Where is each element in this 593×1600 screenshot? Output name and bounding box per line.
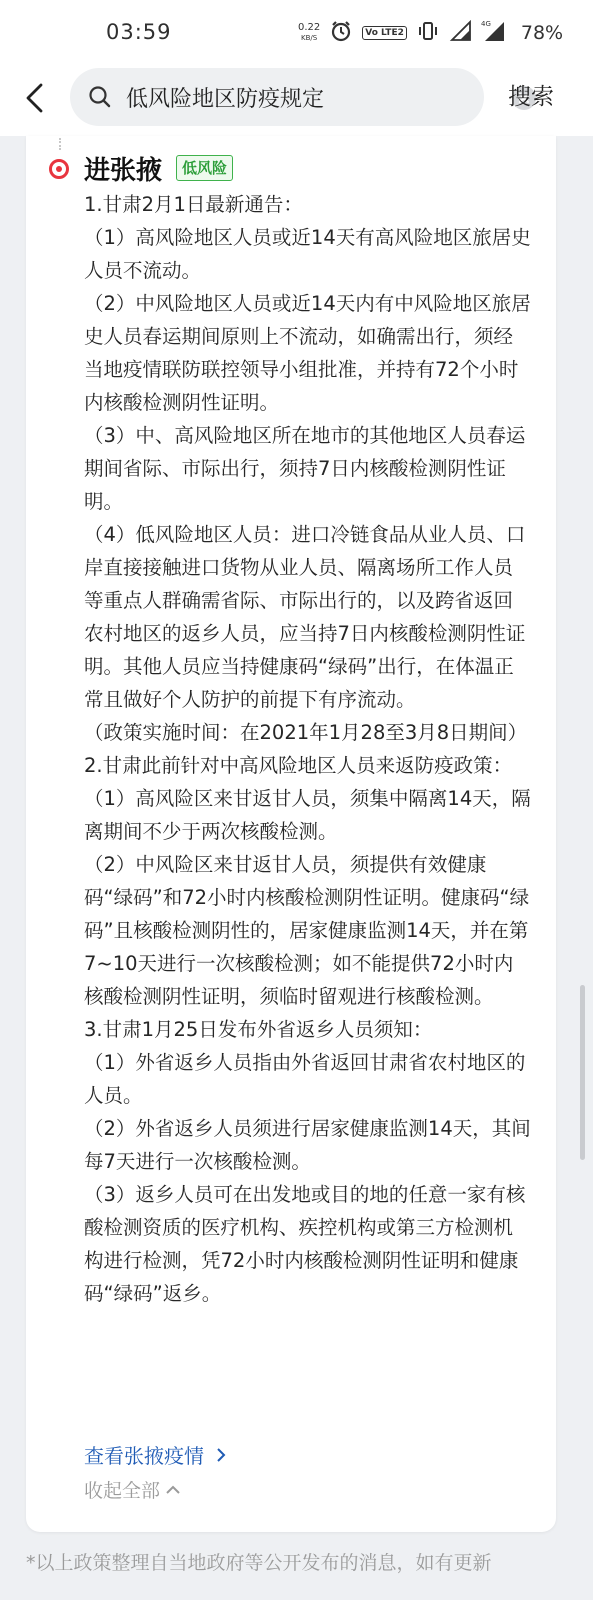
city-title: 进张掖	[84, 156, 163, 186]
policy-line: 2.甘肃此前针对中高风险地区人员来返防疫政策：	[84, 754, 513, 777]
status-icons	[298, 18, 563, 48]
policy-line: 3.甘肃1月25日发布外省返乡人员须知：	[84, 1018, 433, 1041]
collapse-all-button[interactable]	[84, 1476, 182, 1503]
chevron-right-icon	[212, 1446, 230, 1464]
policy-line: （3）返乡人员可在出发地或目的地的任意一家有核酸检测资质的医疗机构、疾控机构或第三方检测机构进行检测，凭72小时内核酸检测阴性证明和健康码“绿码”返乡。	[84, 1183, 526, 1305]
status-time: 03:59	[106, 20, 172, 44]
network-speed-value: 0.22	[298, 22, 321, 33]
network-speed	[298, 23, 320, 43]
chevron-up-icon	[164, 1481, 182, 1499]
policy-line: （1）高风险区来甘返甘人员，须集中隔离14天，隔离期间不少于两次核酸检测。	[84, 787, 531, 843]
vibrate-icon	[417, 21, 439, 45]
signal-icon	[449, 20, 471, 46]
search-icon	[88, 85, 112, 113]
view-zhangye-epidemic-link[interactable]	[84, 1440, 230, 1469]
policy-line: （1）外省返乡人员指由外省返回甘肃省农村地区的人员。	[84, 1051, 526, 1107]
search-header	[0, 64, 593, 136]
policy-line: （2）中风险区来甘返甘人员，须提供有效健康码“绿码”和72小时内核酸检测阴性证明。健康码“绿码”且核酸检测阴性的，居家健康监测14天，并在第7~10天进行一次核酸检测；如不能提供72小时内核酸检测阴性证明，须临时留观进行核酸检测。	[84, 853, 530, 1008]
policy-line: 1.甘肃2月1日最新通告：	[84, 193, 303, 216]
status-bar	[0, 0, 593, 64]
alarm-icon	[330, 20, 352, 46]
network-speed-unit: KB/S	[301, 34, 318, 42]
search-button[interactable]: 搜索	[508, 84, 554, 110]
policy-line: （3）中、高风险地区所在地市的其他地区人员春运期间省际、市际出行，须持7日内核酸检测阴性证明。	[84, 424, 526, 513]
timeline-dot-icon	[49, 159, 69, 179]
search-box[interactable]	[70, 68, 484, 126]
network-type-label: 4G	[480, 20, 491, 28]
signal-4g-icon	[481, 19, 505, 47]
view-link-label: 查看张掖疫情	[84, 1444, 204, 1468]
policy-line: （1）高风险地区人员或近14天有高风险地区旅居史人员不流动。	[84, 226, 531, 282]
back-button[interactable]	[16, 78, 52, 118]
battery-percentage: 78%	[520, 22, 564, 44]
back-arrow-icon	[23, 82, 45, 114]
policy-line: （2）中风险地区人员或近14天内有中风险地区旅居史人员春运期间原则上不流动，如确需出行，须经当地疫情联防联控领导小组批准，并持有72个小时内核酸检测阴性证明。	[84, 292, 531, 414]
policy-content	[84, 188, 532, 1310]
policy-line: （4）低风险地区人员：进口冷链食品从业人员、口岸直接接触进口货物从业人员、隔离场所工作人员等重点人群确需省际、市际出行的，以及跨省返回农村地区的返乡人员，应当持7日内核酸检测阴性证明。其他人员应当持健康码“绿码”出行，在体温正常且做好个人防护的前提下有序流动。	[84, 523, 526, 711]
collapse-link-label: 收起全部	[84, 1480, 161, 1502]
volte-icon: Vo LTE2	[362, 26, 407, 40]
footer-disclaimer: *以上政策整理自当地政府等公开发布的消息，如有更新	[26, 1552, 492, 1574]
policy-line: （2）外省返乡人员须进行居家健康监测14天，其间每7天进行一次核酸检测。	[84, 1117, 531, 1173]
scrollbar[interactable]	[580, 985, 585, 1160]
risk-level-badge: 低风险	[176, 155, 233, 181]
search-input[interactable]	[126, 81, 426, 113]
policy-line: （政策实施时间：在2021年1月28至3月8日期间）	[84, 721, 528, 744]
timeline-line	[59, 138, 63, 150]
